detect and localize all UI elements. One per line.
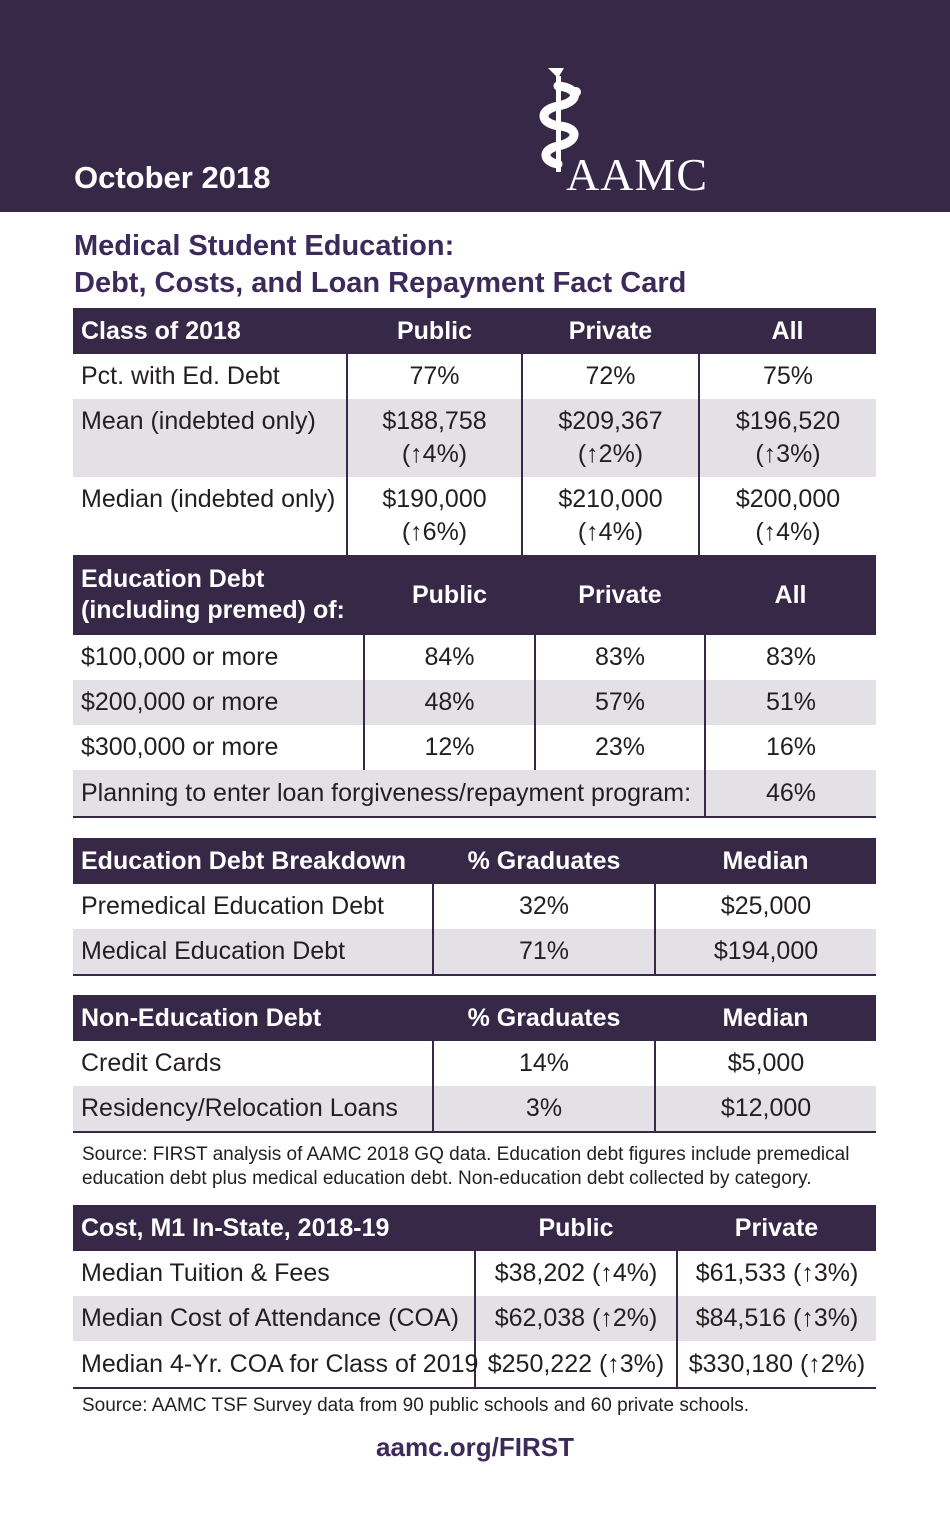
cell-private: $330,180 (↑2%) bbox=[677, 1341, 876, 1388]
table-row bbox=[73, 635, 876, 680]
table-row bbox=[73, 477, 876, 555]
education-debt-breakdown-table bbox=[73, 838, 876, 976]
header-line-2: (including premed) of: bbox=[81, 596, 345, 624]
cell-private: 83% bbox=[535, 635, 705, 680]
header-line-1: Education Debt bbox=[81, 565, 265, 593]
cell-change: (↑6%) bbox=[401, 518, 468, 546]
cell-change: (↑4%) bbox=[755, 518, 821, 546]
header-private: Private bbox=[535, 555, 705, 635]
table-row bbox=[73, 1251, 876, 1296]
cell-value: $210,000 bbox=[558, 485, 663, 513]
cell-private: $84,516 (↑3%) bbox=[677, 1296, 876, 1341]
cell-value: $188,758 bbox=[382, 407, 487, 435]
cell-pct: 71% bbox=[433, 929, 655, 975]
cell-all: 51% bbox=[705, 680, 876, 725]
cell-all: 16% bbox=[705, 725, 876, 770]
row-label: Median (indebted only) bbox=[81, 485, 336, 513]
cell-change: (↑4%) bbox=[577, 518, 644, 546]
cell-median: $5,000 bbox=[655, 1041, 876, 1086]
row-label: Median 4-Yr. COA for Class of 2019 bbox=[81, 1349, 479, 1378]
cell-median: $25,000 bbox=[655, 884, 876, 929]
cell-all: 83% bbox=[705, 635, 876, 680]
publication-date: October 2018 bbox=[74, 160, 271, 195]
cell-all bbox=[699, 399, 876, 477]
header-class-of-2018: Class of 2018 bbox=[73, 308, 347, 354]
cell-value: $196,520 bbox=[735, 407, 841, 435]
header-median: Median bbox=[655, 995, 876, 1041]
cell-private: 57% bbox=[535, 680, 705, 725]
source-note-gq bbox=[82, 1143, 849, 1191]
row-label: $200,000 or more bbox=[73, 680, 364, 725]
cell-public: 12% bbox=[364, 725, 535, 770]
header-median: Median bbox=[655, 838, 876, 884]
cell-public: $38,202 (↑4%) bbox=[475, 1251, 677, 1296]
row-label: Pct. with Ed. Debt bbox=[81, 362, 280, 390]
row-label: Mean (indebted only) bbox=[73, 399, 347, 477]
planning-row bbox=[73, 770, 876, 817]
header-banner bbox=[0, 0, 950, 212]
cell-public: $62,038 (↑2%) bbox=[475, 1296, 677, 1341]
header-public: Public bbox=[475, 1205, 677, 1251]
cell-public: 84% bbox=[364, 635, 535, 680]
cell-value: $209,367 bbox=[558, 407, 663, 435]
table-row bbox=[73, 1296, 876, 1341]
footer-url[interactable]: aamc.org/FIRST bbox=[376, 1432, 574, 1462]
cell-public: 48% bbox=[364, 680, 535, 725]
row-label: Credit Cards bbox=[81, 1049, 222, 1077]
cell-change: (↑4%) bbox=[401, 440, 468, 468]
cell-value: $200,000 bbox=[735, 485, 841, 513]
header-public: Public bbox=[364, 555, 535, 635]
header-cost: Cost, M1 In-State, 2018-19 bbox=[73, 1205, 475, 1251]
class-of-2018-table bbox=[73, 308, 876, 555]
table-header-row bbox=[73, 995, 876, 1041]
cell-public bbox=[347, 477, 522, 555]
table-row bbox=[73, 680, 876, 725]
cell-median: $194,000 bbox=[655, 929, 876, 975]
table-row bbox=[73, 725, 876, 770]
row-label: Residency/Relocation Loans bbox=[73, 1086, 433, 1132]
row-label: Medical Education Debt bbox=[73, 929, 433, 975]
cell-public: $250,222 (↑3%) bbox=[475, 1341, 677, 1388]
header-private: Private bbox=[677, 1205, 876, 1251]
table-row bbox=[73, 354, 876, 399]
cost-m1-table bbox=[73, 1205, 876, 1389]
header-pct-graduates: % Graduates bbox=[433, 838, 655, 884]
row-label: Median Tuition & Fees bbox=[81, 1259, 330, 1287]
cell-change: (↑2%) bbox=[577, 440, 644, 468]
cell-change: (↑3%) bbox=[755, 440, 821, 468]
table-row bbox=[73, 399, 876, 477]
header-private: Private bbox=[522, 308, 699, 354]
header-education-debt bbox=[73, 555, 364, 635]
table-row bbox=[73, 884, 876, 929]
header-all: All bbox=[699, 308, 876, 354]
table-row bbox=[73, 929, 876, 975]
row-label: Premedical Education Debt bbox=[81, 892, 384, 920]
table-header-row bbox=[73, 308, 876, 354]
cell-pct: 14% bbox=[433, 1041, 655, 1086]
cell-value: $190,000 bbox=[382, 485, 487, 513]
row-label: Median Cost of Attendance (COA) bbox=[73, 1296, 475, 1341]
cell-private: 72% bbox=[522, 354, 699, 399]
header-breakdown: Education Debt Breakdown bbox=[73, 838, 433, 884]
table-header-row bbox=[73, 838, 876, 884]
title-line-2: Debt, Costs, and Loan Repayment Fact Card bbox=[74, 267, 687, 299]
cell-pct: 3% bbox=[433, 1086, 655, 1132]
header-all: All bbox=[705, 555, 876, 635]
table-header-row bbox=[73, 1205, 876, 1251]
title-line-1: Medical Student Education: bbox=[74, 230, 455, 262]
page-title bbox=[74, 228, 686, 302]
cell-private: 23% bbox=[535, 725, 705, 770]
table-header-row bbox=[73, 555, 876, 635]
header-non-education-debt: Non-Education Debt bbox=[73, 995, 433, 1041]
cell-public: 77% bbox=[347, 354, 522, 399]
education-debt-table bbox=[73, 555, 876, 818]
table-row bbox=[73, 1041, 876, 1086]
cell-median: $12,000 bbox=[655, 1086, 876, 1132]
row-label: $100,000 or more bbox=[81, 643, 279, 671]
header-pct-graduates: % Graduates bbox=[433, 995, 655, 1041]
cell-public bbox=[347, 399, 522, 477]
source-line-2: education debt plus medical education debt. Non-education debt collected by category. bbox=[82, 1168, 812, 1189]
source-line-1: Source: FIRST analysis of AAMC 2018 GQ data. Education debt figures include premedical bbox=[82, 1144, 850, 1165]
cell-all: 75% bbox=[699, 354, 876, 399]
non-education-debt-table bbox=[73, 995, 876, 1133]
row-label: $300,000 or more bbox=[81, 733, 279, 761]
cell-all bbox=[699, 477, 876, 555]
cell-private bbox=[522, 399, 699, 477]
cell-pct: 32% bbox=[433, 884, 655, 929]
planning-value: 46% bbox=[705, 770, 876, 817]
cell-private bbox=[522, 477, 699, 555]
planning-label: Planning to enter loan forgiveness/repayment program: bbox=[73, 770, 705, 817]
table-row bbox=[73, 1086, 876, 1132]
header-public: Public bbox=[347, 308, 522, 354]
source-note-tsf: Source: AAMC TSF Survey data from 90 public schools and 60 private schools. bbox=[82, 1395, 750, 1416]
table-row bbox=[73, 1341, 876, 1388]
aamc-logo-text: AAMC bbox=[566, 149, 709, 200]
cell-private: $61,533 (↑3%) bbox=[677, 1251, 876, 1296]
